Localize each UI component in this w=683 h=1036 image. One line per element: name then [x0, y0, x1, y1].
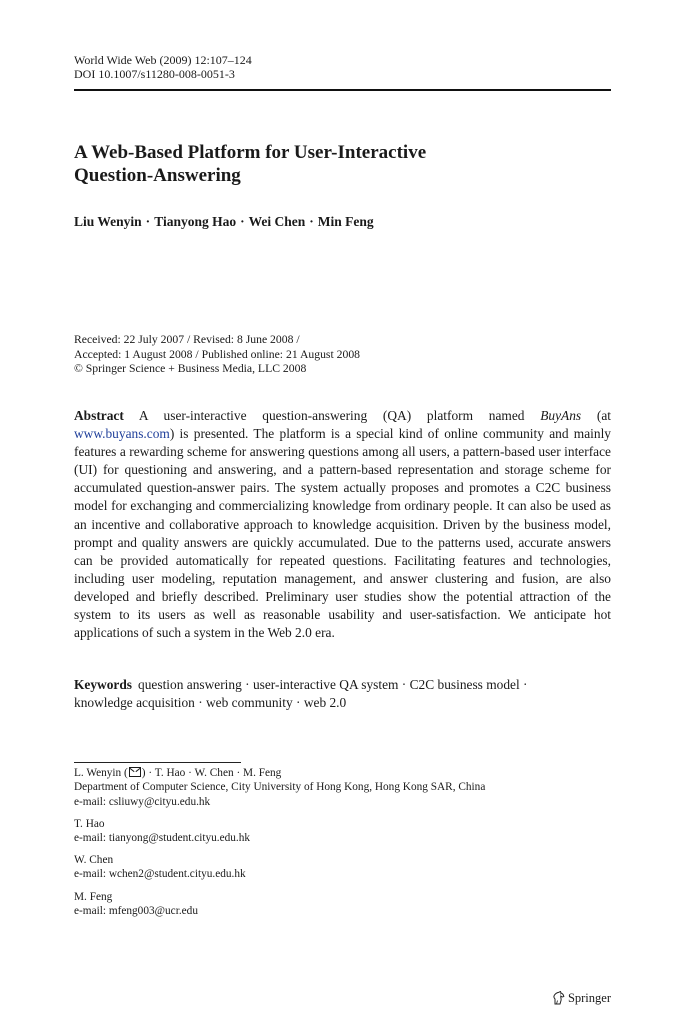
- author-hao: T. Hao: [74, 818, 105, 830]
- envelope-icon: [129, 767, 141, 777]
- corresponding-author: L. Wenyin (: [74, 767, 128, 779]
- author-list: [74, 213, 374, 231]
- author-feng: M. Feng: [74, 891, 113, 903]
- affiliation-hao: [74, 817, 611, 846]
- keywords-line-2: knowledge acquisition · web community · web 2.0: [74, 695, 347, 711]
- department: Department of Computer Science, City University of Hong Kong, Hong Kong SAR, China: [74, 781, 486, 794]
- buyans-url-link[interactable]: www.buyans.com: [74, 426, 170, 442]
- author-separator: ·: [145, 214, 151, 229]
- journal-citation: World Wide Web (2009) 12:107–124: [74, 53, 252, 67]
- journal-header: [74, 53, 611, 81]
- abstract-body: ) is presented. The platform is a special kind of online community and mainly features a rewarding scheme for answering questions among all users, a pattern-based user interface (UI) for questioning and answering, and a pattern-based representation and storage scheme for accumulated question-answer pairs. The system actually proposes and promotes a C2C business model for exchanging and commercializing knowledge from ordinary people. It can also be used as an incentive and collaborative approach to knowledge acquisition. Driven by the business model, prompt and quality answers are quickly accumulated. Due to the patterns used, accurate answers can be provided automatically for repeated questions. Facilitating features and technologies, including user modeling, reputation management, and answer clustering and fusion, are also developed and briefly described. Preliminary user studies show the potential attraction of the system to its users as well as reasonable usability and user-satisfaction. We anticipate hot applications of such a system in the Web 2.0 era.: [74, 426, 611, 641]
- author-separator: ·: [240, 214, 245, 229]
- affiliation-chen: [74, 853, 611, 882]
- abstract-intro: A user-interactive question-answering (QA) platform named: [138, 408, 525, 423]
- springer-horse-icon: [552, 991, 565, 1009]
- author-separator: ·: [309, 214, 314, 229]
- email-chen: e-mail: wchen2@student.cityu.edu.hk: [74, 868, 246, 881]
- coauthors: ) · T. Hao · W. Chen · M. Feng: [141, 767, 282, 779]
- email-hao: e-mail: tianyong@student.cityu.edu.hk: [74, 832, 251, 845]
- email-feng: e-mail: mfeng003@ucr.edu: [74, 905, 198, 918]
- title-line-2: Question-Answering: [74, 165, 241, 186]
- email-wenyin: e-mail: csliuwy@cityu.edu.hk: [74, 795, 211, 808]
- author-name: Liu Wenyin: [74, 214, 142, 229]
- platform-name: BuyAns: [540, 408, 582, 423]
- keywords-label: Keywords: [74, 677, 133, 692]
- received-date: Received: 22 July 2007 / Revised: 8 June 2008 /: [74, 333, 300, 346]
- abstract-label: Abstract: [74, 408, 124, 423]
- abstract-paren: (at: [596, 408, 611, 423]
- author-name: Wei Chen: [248, 214, 306, 229]
- publication-history: [74, 333, 360, 377]
- author-chen: W. Chen: [74, 854, 114, 866]
- publisher-name: Springer: [567, 991, 611, 1005]
- doi: DOI 10.1007/s11280-008-0051-3: [74, 67, 235, 81]
- author-name: Tianyong Hao: [154, 214, 237, 229]
- affiliation-main: [74, 766, 611, 809]
- abstract: [74, 407, 611, 642]
- header-rule: [74, 89, 611, 91]
- keywords-line-1: question answering · user-interactive QA system · C2C business model ·: [138, 677, 528, 692]
- title-line-1: A Web-Based Platform for User-Interactive: [74, 142, 427, 163]
- affiliation-feng: [74, 890, 611, 919]
- author-name: Min Feng: [317, 214, 374, 229]
- copyright-notice: © Springer Science + Business Media, LLC 2008: [74, 362, 307, 376]
- article-page: [74, 0, 611, 1036]
- footnote-rule: [74, 762, 241, 763]
- keywords: [74, 676, 611, 712]
- accepted-date: Accepted: 1 August 2008 / Published online: 21 August 2008: [74, 347, 361, 361]
- article-title: [74, 141, 611, 187]
- publisher-logo: [552, 990, 611, 1009]
